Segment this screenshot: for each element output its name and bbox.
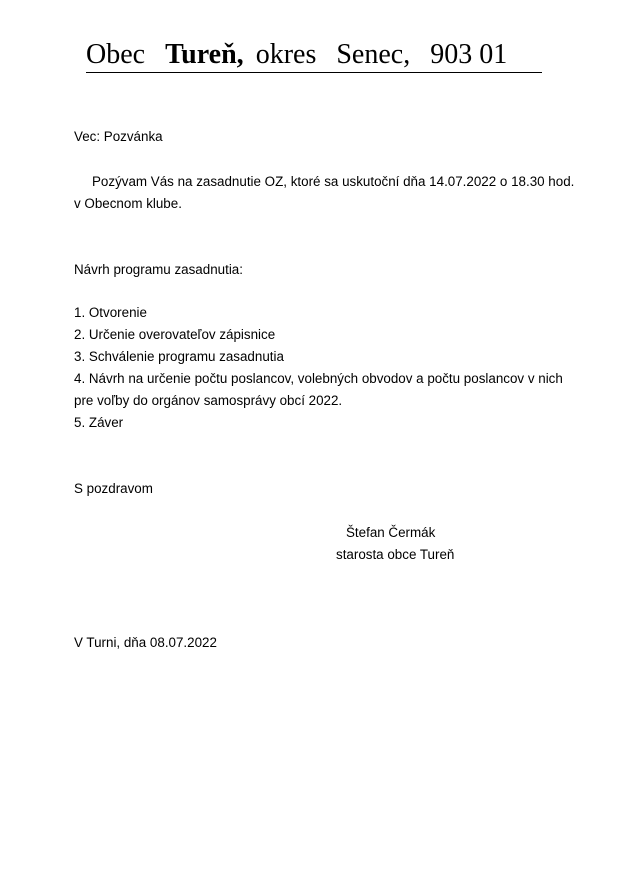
letterhead-district: okres [255, 39, 317, 70]
subject-line: Vec: Pozvánka [74, 129, 163, 144]
letterhead-postal-code: 903 01 [430, 39, 508, 70]
agenda-title: Návrh programu zasadnutia: [74, 262, 243, 277]
agenda-item-continuation: pre voľby do orgánov samosprávy obcí 2022. [74, 393, 343, 408]
invitation-line-2: v Obecnom klube. [74, 196, 182, 211]
agenda-item: 3. Schválenie programu zasadnutia [74, 349, 284, 364]
letterhead [86, 38, 542, 73]
place-date: V Turni, dňa 08.07.2022 [74, 635, 217, 650]
agenda-item: 4. Návrh na určenie počtu poslancov, volebných obvodov a počtu poslancov v nich [74, 371, 563, 386]
letterhead-prefix: Obec [86, 39, 146, 70]
signature-title: starosta obce Tureň [336, 547, 455, 562]
greeting: S pozdravom [74, 481, 153, 496]
agenda-item: 5. Záver [74, 415, 124, 430]
agenda-item: 1. Otvorenie [74, 305, 147, 320]
letterhead-village: Tureň, [165, 39, 244, 70]
letterhead-district-name: Senec, [336, 39, 411, 70]
agenda-item: 2. Určenie overovateľov zápisnice [74, 327, 276, 342]
signature-name: Štefan Čermák [346, 525, 436, 540]
invitation-line-1: Pozývam Vás na zasadnutie OZ, ktoré sa uskutoční dňa 14.07.2022 o 18.30 hod. [92, 174, 575, 189]
